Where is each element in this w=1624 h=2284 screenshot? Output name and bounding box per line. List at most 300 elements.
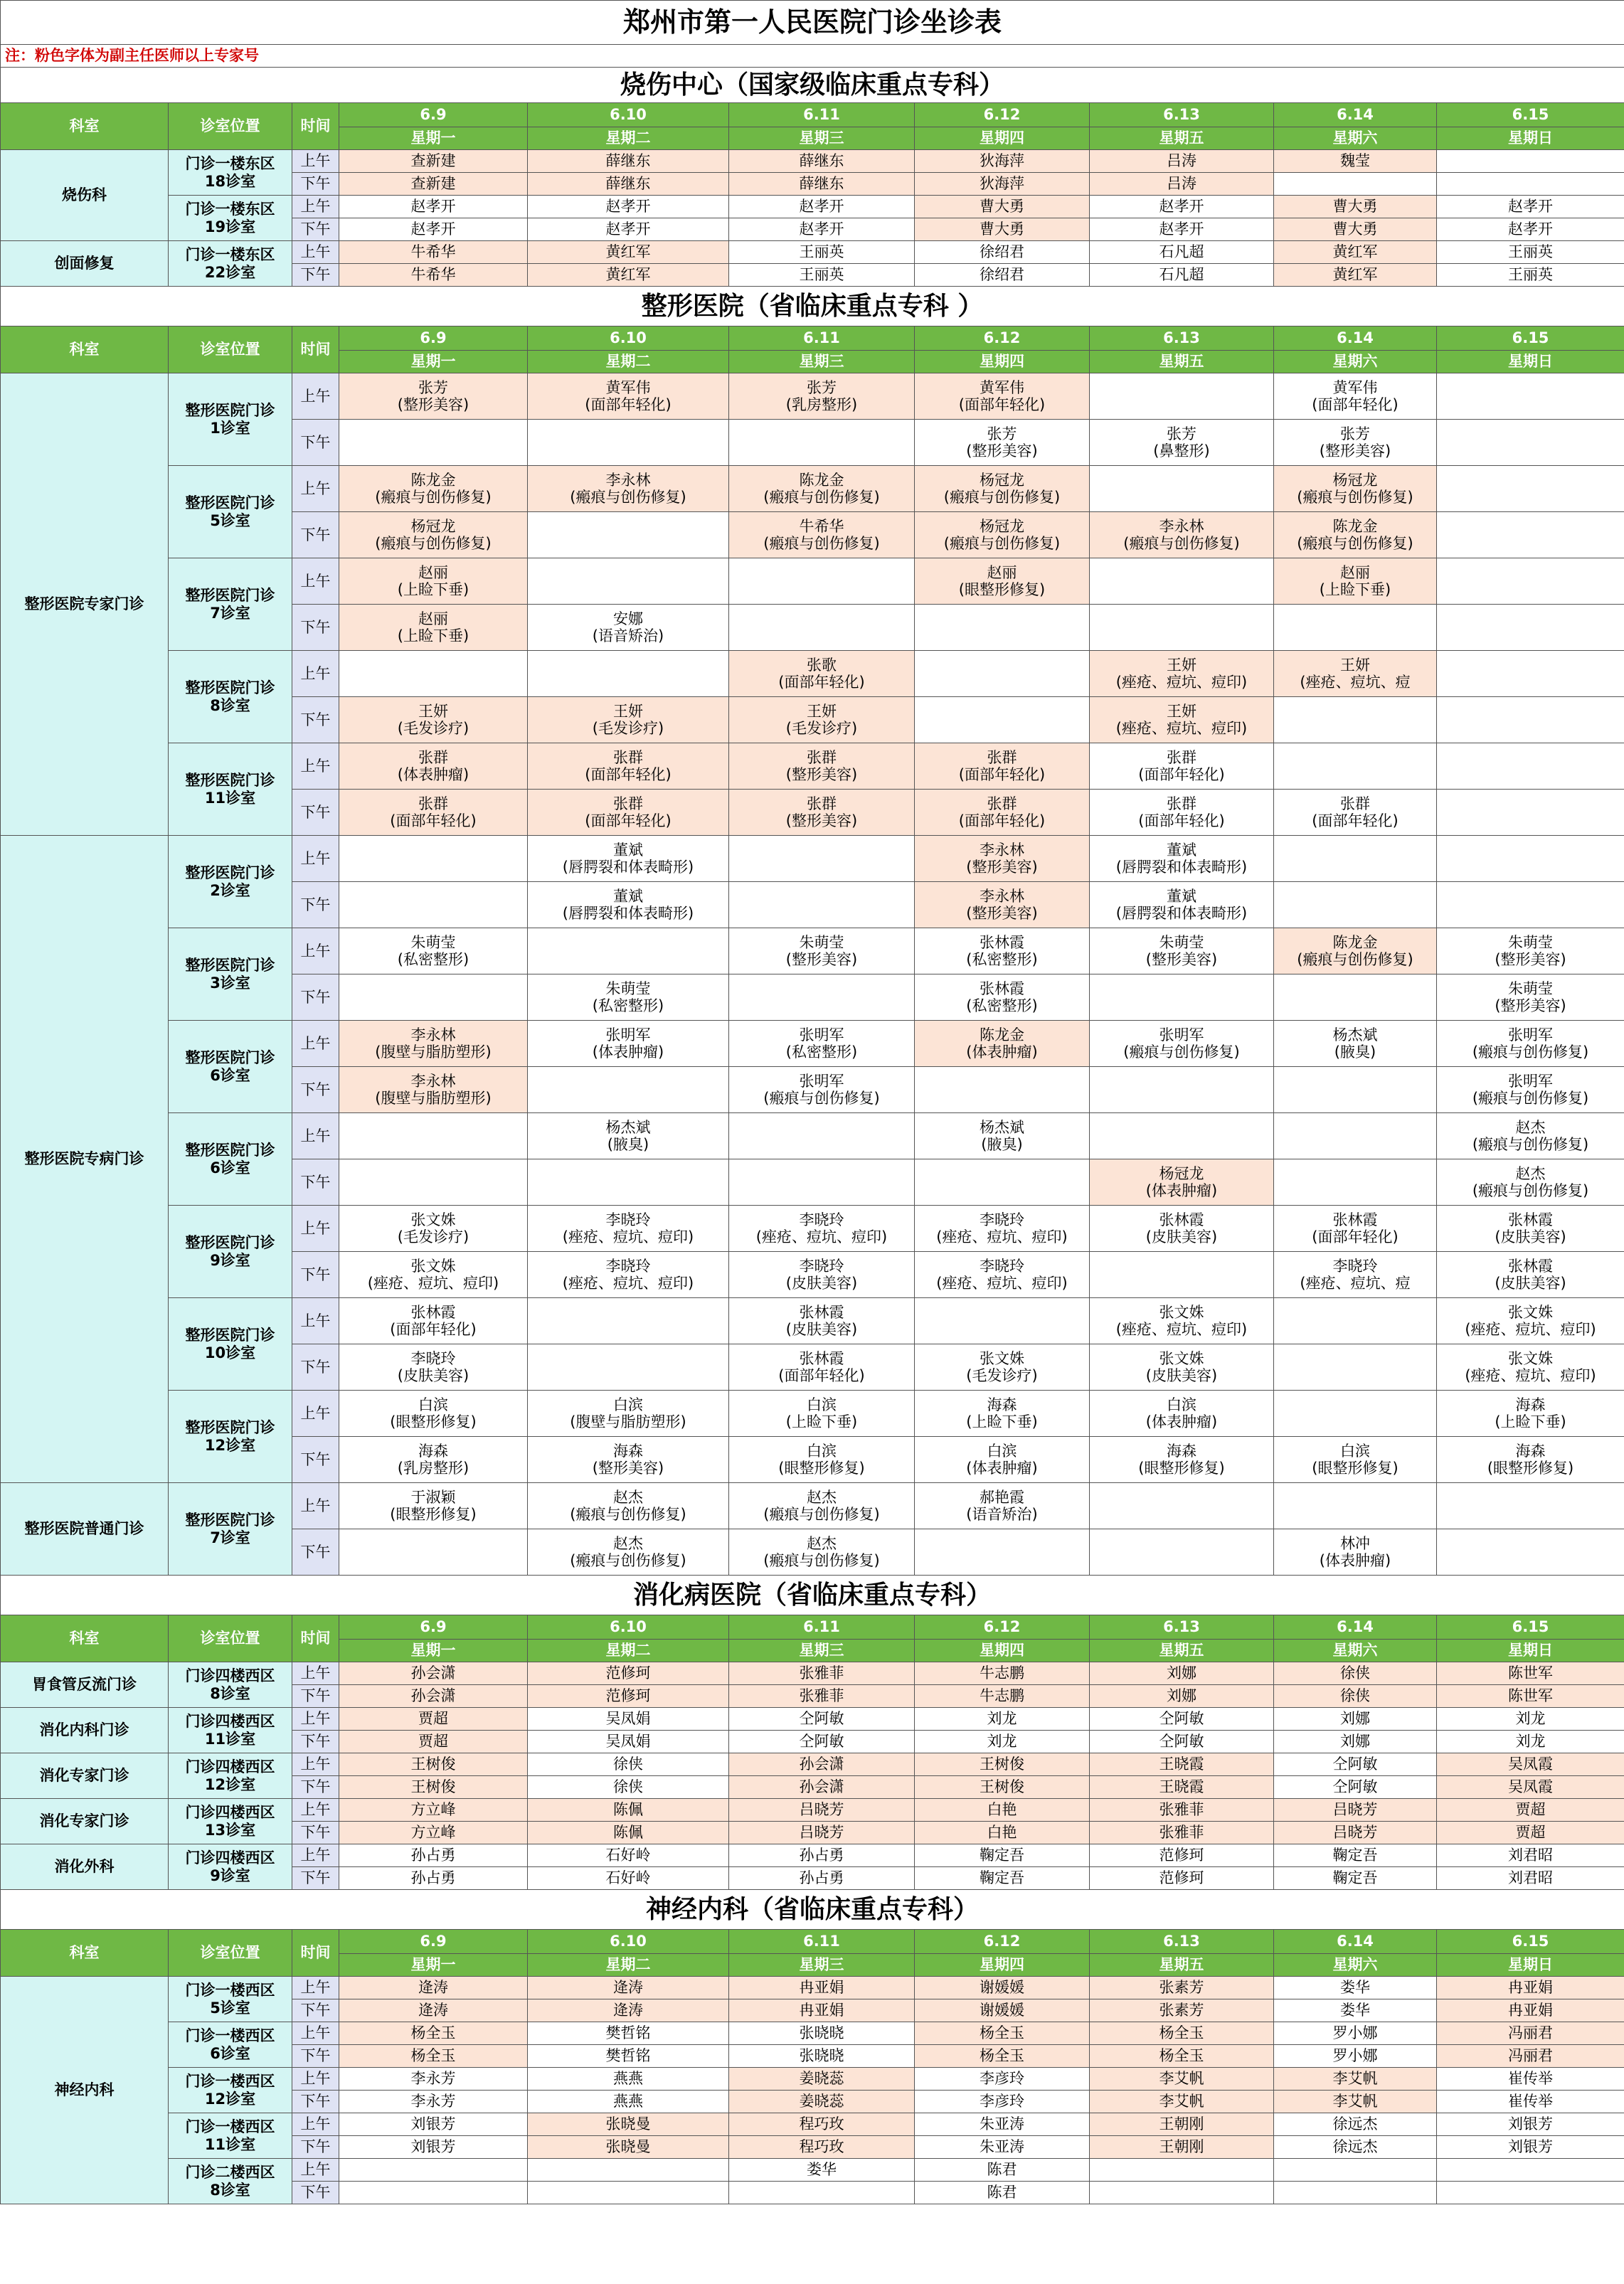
doctor-cell <box>1090 1483 1274 1529</box>
doctor-specialty: (皮肤美容) <box>1495 1275 1566 1292</box>
doctor-name: 娄华 <box>1340 2002 1370 2019</box>
time-cell: 上午 <box>292 836 339 882</box>
doctor-cell <box>1090 373 1274 420</box>
doctor-cell <box>528 150 729 173</box>
time-cell: 上午 <box>292 743 339 790</box>
doctor-specialty: (整形美容) <box>966 442 1038 460</box>
doctor-cell <box>1274 1731 1437 1753</box>
doctor-name: 陈佩 <box>613 1824 643 1842</box>
doctor-specialty: (体表肿瘤) <box>966 1043 1038 1061</box>
doctor-name: 石凡超 <box>1159 243 1204 261</box>
room-line: 门诊四楼西区 <box>185 1849 275 1867</box>
doctor-cell <box>729 1159 915 1206</box>
doctor-specialty: (体表肿瘤) <box>397 766 469 783</box>
doctor-cell <box>339 558 528 605</box>
doctor-specialty: (唇腭裂和体表畸形) <box>562 905 694 922</box>
doctor-cell <box>339 2136 528 2159</box>
doctor-specialty: (瘢痕与创伤修复) <box>570 489 686 506</box>
doctor-cell <box>1437 1776 1624 1799</box>
doctor-cell <box>1274 466 1437 512</box>
doctor-cell <box>339 1685 528 1708</box>
doctor-cell <box>1274 2068 1437 2091</box>
doctor-name: 刘银芳 <box>410 2115 456 2133</box>
doctor-cell <box>528 1977 729 1999</box>
doctor-cell <box>915 1159 1090 1206</box>
doctor-cell <box>1090 2136 1274 2159</box>
doctor-name: 冉亚娟 <box>799 1979 844 1997</box>
doctor-specialty: (腹壁与脂肪塑形) <box>570 1413 686 1430</box>
doctor-specialty: (瘢痕与创伤修复) <box>375 489 492 506</box>
room-cell <box>169 1753 292 1799</box>
room-line: 10诊室 <box>204 1344 256 1361</box>
doctor-cell <box>528 512 729 558</box>
doctor-specialty: (面部年轻化) <box>1138 766 1225 783</box>
table-row <box>1 1206 1624 1252</box>
doctor-name: 薛继东 <box>605 175 651 193</box>
doctor-cell <box>915 1662 1090 1685</box>
doctor-cell <box>915 1067 1090 1113</box>
doctor-name: 李永林 <box>605 471 651 489</box>
doctor-cell <box>729 1999 915 2022</box>
doctor-name: 孙占勇 <box>410 1847 456 1864</box>
doctor-specialty: (私密整形) <box>397 951 469 968</box>
doctor-name: 曹大勇 <box>1332 198 1378 216</box>
doctor-cell <box>1437 2068 1624 2091</box>
table-row <box>1 558 1624 605</box>
doctor-specialty: (痤疮、痘坑、痘 <box>1300 1275 1411 1292</box>
doctor-name: 张晓晓 <box>799 2024 844 2042</box>
room-cell <box>169 558 292 651</box>
doctor-name: 鞠定吾 <box>1332 1847 1378 1864</box>
doctor-name: 冯丽君 <box>1508 2024 1554 2042</box>
room-line: 12诊室 <box>204 2090 256 2108</box>
doctor-cell <box>1437 974 1624 1021</box>
doctor-name: 朱萌莹 <box>410 933 456 951</box>
doctor-cell <box>1090 1021 1274 1067</box>
doctor-specialty: (整形美容) <box>592 1460 664 1477</box>
doctor-cell <box>729 1252 915 1298</box>
date-cell: 6.11 <box>729 1930 915 1954</box>
doctor-specialty: (腋臭) <box>1334 1043 1376 1061</box>
doctor-name: 王妍 <box>807 702 837 720</box>
doctor-name: 牛志鹏 <box>980 1687 1024 1705</box>
doctor-cell <box>1437 2022 1624 2045</box>
doctor-cell <box>1274 1844 1437 1867</box>
department-cell: 烧伤科 <box>1 150 169 241</box>
weekday-cell: 星期四 <box>915 127 1090 150</box>
doctor-name: 鞠定吾 <box>980 1869 1024 1887</box>
doctor-specialty: (皮肤美容) <box>397 1367 469 1384</box>
date-cell: 6.15 <box>1437 326 1624 351</box>
doctor-name: 杨冠龙 <box>410 517 456 535</box>
doctor-cell <box>1437 2091 1624 2113</box>
doctor-name: 王晓霞 <box>1159 1778 1204 1796</box>
doctor-cell <box>729 373 915 420</box>
doctor-name: 徐绍君 <box>980 266 1024 284</box>
doctor-cell <box>729 1776 915 1799</box>
doctor-cell <box>729 1844 915 1867</box>
doctor-cell <box>915 836 1090 882</box>
section-title: 整形医院（省临床重点专科 ） <box>1 287 1624 326</box>
header-dept: 科室 <box>1 326 169 373</box>
doctor-cell <box>1274 743 1437 790</box>
doctor-cell <box>1437 1391 1624 1437</box>
doctor-name: 徐远杰 <box>1332 2138 1378 2156</box>
doctor-name: 黄军伟 <box>980 378 1024 396</box>
weekday-cell: 星期三 <box>729 127 915 150</box>
doctor-cell <box>1274 1437 1437 1483</box>
doctor-cell <box>729 150 915 173</box>
doctor-name: 赵孝开 <box>410 221 456 238</box>
room-cell <box>169 1483 292 1576</box>
doctor-name: 张群 <box>418 748 448 766</box>
doctor-cell <box>729 2136 915 2159</box>
doctor-specialty: (唇腭裂和体表畸形) <box>1115 905 1248 922</box>
doctor-cell <box>1274 1776 1437 1799</box>
doctor-name: 李晓玲 <box>410 1349 456 1367</box>
doctor-name: 孙占勇 <box>799 1869 844 1887</box>
doctor-specialty: (整形美容) <box>966 905 1038 922</box>
doctor-name: 罗小娜 <box>1332 2024 1378 2042</box>
doctor-cell <box>1274 558 1437 605</box>
doctor-cell <box>729 218 915 241</box>
room-cell <box>169 1298 292 1391</box>
weekday-cell: 星期六 <box>1274 127 1437 150</box>
doctor-name: 李永林 <box>980 887 1024 905</box>
doctor-specialty: (语音矫治) <box>966 1506 1038 1523</box>
doctor-name: 李永林 <box>410 1072 456 1090</box>
doctor-name: 李晓玲 <box>799 1211 844 1228</box>
doctor-name: 赵杰 <box>613 1488 643 1506</box>
time-cell: 上午 <box>292 1844 339 1867</box>
weekday-cell: 星期三 <box>729 1954 915 1977</box>
doctor-specialty: (整形美容) <box>785 812 858 829</box>
doctor-name: 朱萌莹 <box>1508 979 1554 997</box>
doctor-cell <box>339 651 528 697</box>
date-cell: 6.10 <box>528 103 729 127</box>
doctor-specialty: (面部年轻化) <box>1312 396 1399 413</box>
doctor-cell <box>339 420 528 466</box>
header-dept: 科室 <box>1 1615 169 1662</box>
doctor-cell <box>729 196 915 218</box>
doctor-name: 海森 <box>418 1442 448 1460</box>
doctor-cell <box>1274 1298 1437 1344</box>
doctor-name: 白艳 <box>987 1801 1017 1819</box>
doctor-name: 李艾帆 <box>1332 2070 1378 2088</box>
doctor-name: 董斌 <box>1167 887 1196 905</box>
doctor-cell <box>1274 2091 1437 2113</box>
time-cell: 上午 <box>292 558 339 605</box>
doctor-name: 徐侠 <box>1340 1687 1370 1705</box>
doctor-name: 张明军 <box>1159 1026 1204 1043</box>
doctor-cell <box>1274 1252 1437 1298</box>
doctor-name: 姜晓蕊 <box>799 2070 844 2088</box>
doctor-name: 张林霞 <box>1159 1211 1204 1228</box>
doctor-specialty: (痤疮、痘坑、痘印) <box>936 1275 1068 1292</box>
department-cell: 消化内科门诊 <box>1 1708 169 1753</box>
doctor-name: 董斌 <box>613 887 643 905</box>
time-cell: 下午 <box>292 1776 339 1799</box>
doctor-name: 曹大勇 <box>980 221 1024 238</box>
doctor-name: 白滨 <box>807 1396 837 1413</box>
doctor-specialty: (私密整形) <box>966 951 1038 968</box>
doctor-cell <box>339 1391 528 1437</box>
doctor-cell <box>528 2159 729 2182</box>
doctor-cell <box>1090 1252 1274 1298</box>
doctor-name: 查新建 <box>410 175 456 193</box>
doctor-cell <box>339 928 528 974</box>
doctor-specialty: (瘢痕与创伤修复) <box>1297 535 1413 552</box>
doctor-name: 薛继东 <box>799 152 844 170</box>
doctor-name: 孙会潇 <box>799 1778 844 1796</box>
doctor-cell <box>1090 1708 1274 1731</box>
doctor-cell <box>1274 1391 1437 1437</box>
doctor-cell <box>528 264 729 287</box>
doctor-specialty: (私密整形) <box>966 997 1038 1014</box>
doctor-name: 海森 <box>1515 1442 1546 1460</box>
doctor-name: 王丽英 <box>799 266 844 284</box>
doctor-cell <box>528 1799 729 1822</box>
doctor-cell <box>1437 697 1624 743</box>
doctor-cell <box>528 373 729 420</box>
doctor-name: 贾超 <box>1515 1824 1546 1842</box>
doctor-name: 杨全玉 <box>1159 2024 1204 2042</box>
doctor-name: 张芳 <box>807 378 837 396</box>
doctor-name: 刘龙 <box>987 1733 1017 1751</box>
doctor-cell <box>1090 558 1274 605</box>
doctor-specialty: (痤疮、痘坑、痘印) <box>1465 1367 1596 1384</box>
date-cell: 6.12 <box>915 103 1090 127</box>
doctor-cell <box>1437 373 1624 420</box>
room-line: 门诊一楼西区 <box>185 2027 275 2045</box>
room-cell <box>169 241 292 287</box>
doctor-specialty: (乳房整形) <box>785 396 858 413</box>
time-cell: 下午 <box>292 1159 339 1206</box>
time-cell: 上午 <box>292 2159 339 2182</box>
doctor-cell <box>1437 420 1624 466</box>
table-row <box>1 466 1624 512</box>
doctor-name: 张明军 <box>1508 1072 1554 1090</box>
doctor-name: 贾超 <box>1515 1801 1546 1819</box>
doctor-cell <box>528 605 729 651</box>
doctor-name: 仝阿敏 <box>799 1733 844 1751</box>
doctor-name: 陈佩 <box>613 1801 643 1819</box>
doctor-name: 杨冠龙 <box>980 517 1024 535</box>
doctor-name: 刘龙 <box>1515 1733 1546 1751</box>
doctor-name: 张明军 <box>605 1026 651 1043</box>
doctor-cell <box>339 605 528 651</box>
doctor-cell <box>1274 241 1437 264</box>
doctor-name: 刘银芳 <box>1508 2138 1554 2156</box>
doctor-name: 赵丽 <box>418 610 448 627</box>
date-cell: 6.9 <box>339 326 528 351</box>
doctor-name: 海森 <box>1515 1396 1546 1413</box>
doctor-name: 白滨 <box>613 1396 643 1413</box>
doctor-name: 白滨 <box>418 1396 448 1413</box>
doctor-name: 张林霞 <box>1508 1211 1554 1228</box>
doctor-specialty: (痤疮、痘坑、痘印) <box>936 1228 1068 1245</box>
doctor-specialty: (面部年轻化) <box>778 674 865 691</box>
doctor-name: 孙占勇 <box>410 1869 456 1887</box>
doctor-name: 朱亚涛 <box>980 2138 1024 2156</box>
doctor-cell <box>528 697 729 743</box>
doctor-specialty: (眼整形修复) <box>390 1506 477 1523</box>
doctor-cell <box>915 264 1090 287</box>
doctor-cell <box>1437 466 1624 512</box>
time-cell: 上午 <box>292 2022 339 2045</box>
doctor-cell <box>1274 790 1437 836</box>
doctor-name: 杨杰斌 <box>980 1118 1024 1136</box>
doctor-name: 王树俊 <box>410 1756 456 1773</box>
doctor-cell <box>528 2091 729 2113</box>
doctor-cell <box>729 466 915 512</box>
room-line: 7诊室 <box>210 1529 250 1546</box>
doctor-cell <box>1274 836 1437 882</box>
doctor-name: 赵丽 <box>418 563 448 581</box>
doctor-cell <box>339 974 528 1021</box>
doctor-cell <box>528 743 729 790</box>
doctor-cell <box>1274 373 1437 420</box>
doctor-cell <box>339 2022 528 2045</box>
doctor-cell <box>1274 420 1437 466</box>
doctor-cell <box>729 1708 915 1731</box>
doctor-cell <box>1274 1822 1437 1844</box>
doctor-cell <box>1437 1867 1624 1890</box>
doctor-specialty: (眼整形修复) <box>1487 1460 1574 1477</box>
time-cell: 上午 <box>292 373 339 420</box>
doctor-cell <box>915 1799 1090 1822</box>
doctor-cell <box>729 2113 915 2136</box>
doctor-name: 赵丽 <box>987 563 1017 581</box>
doctor-cell <box>1437 1206 1624 1252</box>
doctor-cell <box>729 1977 915 1999</box>
doctor-cell <box>1274 1867 1437 1890</box>
time-cell: 下午 <box>292 2136 339 2159</box>
weekday-cell: 星期二 <box>528 351 729 373</box>
table-row <box>1 1021 1624 1067</box>
doctor-cell <box>915 196 1090 218</box>
doctor-cell <box>1090 2045 1274 2068</box>
header-room: 诊室位置 <box>169 1930 292 1977</box>
doctor-name: 张文姝 <box>1159 1303 1204 1321</box>
room-line: 2诊室 <box>210 881 250 899</box>
doctor-name: 李彦玲 <box>980 2070 1024 2088</box>
doctor-cell <box>1274 173 1437 196</box>
room-line: 5诊室 <box>210 511 250 529</box>
doctor-specialty: (瘢痕与创伤修复) <box>570 1506 686 1523</box>
doctor-name: 黄红军 <box>605 243 651 261</box>
room-line: 11诊室 <box>204 789 256 807</box>
doctor-specialty: (痤疮、痘坑、痘印) <box>562 1228 694 1245</box>
doctor-name: 程巧玫 <box>799 2115 844 2133</box>
doctor-cell <box>339 173 528 196</box>
doctor-name: 张文姝 <box>410 1211 456 1228</box>
room-cell <box>169 196 292 241</box>
doctor-name: 薛继东 <box>605 152 651 170</box>
doctor-name: 海森 <box>987 1396 1017 1413</box>
doctor-cell <box>1090 836 1274 882</box>
doctor-cell <box>1437 2136 1624 2159</box>
doctor-name: 张文姝 <box>1508 1303 1554 1321</box>
doctor-name: 白滨 <box>1340 1442 1370 1460</box>
date-cell: 6.12 <box>915 1930 1090 1954</box>
table-row <box>1 196 1624 218</box>
doctor-name: 王丽英 <box>1508 243 1554 261</box>
doctor-cell <box>528 882 729 928</box>
doctor-cell <box>915 743 1090 790</box>
doctor-cell <box>1090 1844 1274 1867</box>
date-cell: 6.14 <box>1274 1930 1437 1954</box>
doctor-cell <box>915 1999 1090 2022</box>
doctor-name: 刘君昭 <box>1508 1847 1554 1864</box>
doctor-specialty: (瘢痕与创伤修复) <box>943 489 1061 506</box>
date-cell: 6.15 <box>1437 103 1624 127</box>
table-row <box>1 150 1624 173</box>
doctor-cell <box>915 1298 1090 1344</box>
doctor-cell <box>1274 2182 1437 2204</box>
doctor-cell <box>1090 1206 1274 1252</box>
room-line: 19诊室 <box>204 218 256 235</box>
doctor-cell <box>1090 196 1274 218</box>
time-cell: 下午 <box>292 1822 339 1844</box>
doctor-name: 崔传举 <box>1508 2070 1554 2088</box>
doctor-cell <box>915 1252 1090 1298</box>
doctor-name: 赵杰 <box>807 1534 837 1552</box>
doctor-name: 牛希华 <box>410 243 456 261</box>
doctor-specialty: (毛发诊疗) <box>966 1367 1038 1384</box>
header-time: 时间 <box>292 103 339 150</box>
doctor-cell <box>915 1708 1090 1731</box>
doctor-cell <box>915 2091 1090 2113</box>
doctor-name: 王妍 <box>613 702 643 720</box>
doctor-cell <box>1274 1753 1437 1776</box>
doctor-cell <box>1274 1685 1437 1708</box>
date-cell: 6.13 <box>1090 103 1274 127</box>
doctor-cell <box>1090 605 1274 651</box>
doctor-cell <box>1437 882 1624 928</box>
doctor-cell <box>339 2068 528 2091</box>
room-cell <box>169 1977 292 2022</box>
doctor-cell <box>729 928 915 974</box>
doctor-name: 王丽英 <box>799 243 844 261</box>
doctor-name: 安娜 <box>613 610 643 627</box>
doctor-name: 吕晓芳 <box>799 1801 844 1819</box>
doctor-cell <box>1437 1844 1624 1867</box>
doctor-name: 杨杰斌 <box>1332 1026 1378 1043</box>
time-cell: 下午 <box>292 264 339 287</box>
doctor-cell <box>1437 790 1624 836</box>
doctor-cell <box>528 218 729 241</box>
doctor-name: 张群 <box>987 748 1017 766</box>
doctor-cell <box>1274 196 1437 218</box>
doctor-specialty: (体表肿瘤) <box>1145 1413 1218 1430</box>
doctor-cell <box>1437 1708 1624 1731</box>
weekday-cell: 星期四 <box>915 1954 1090 1977</box>
time-cell: 下午 <box>292 2045 339 2068</box>
doctor-name: 张晓曼 <box>605 2138 651 2156</box>
doctor-specialty: (腋臭) <box>981 1136 1023 1153</box>
room-line: 整形医院门诊 <box>185 1234 275 1252</box>
table-row <box>1 1483 1624 1529</box>
doctor-name: 朱萌莹 <box>605 979 651 997</box>
doctor-cell <box>339 1252 528 1298</box>
doctor-name: 张文姝 <box>410 1257 456 1275</box>
doctor-name: 李艾帆 <box>1159 2093 1204 2110</box>
doctor-cell <box>1437 743 1624 790</box>
room-line: 11诊室 <box>204 2135 256 2153</box>
doctor-cell <box>1090 150 1274 173</box>
table-row <box>1 1799 1624 1822</box>
